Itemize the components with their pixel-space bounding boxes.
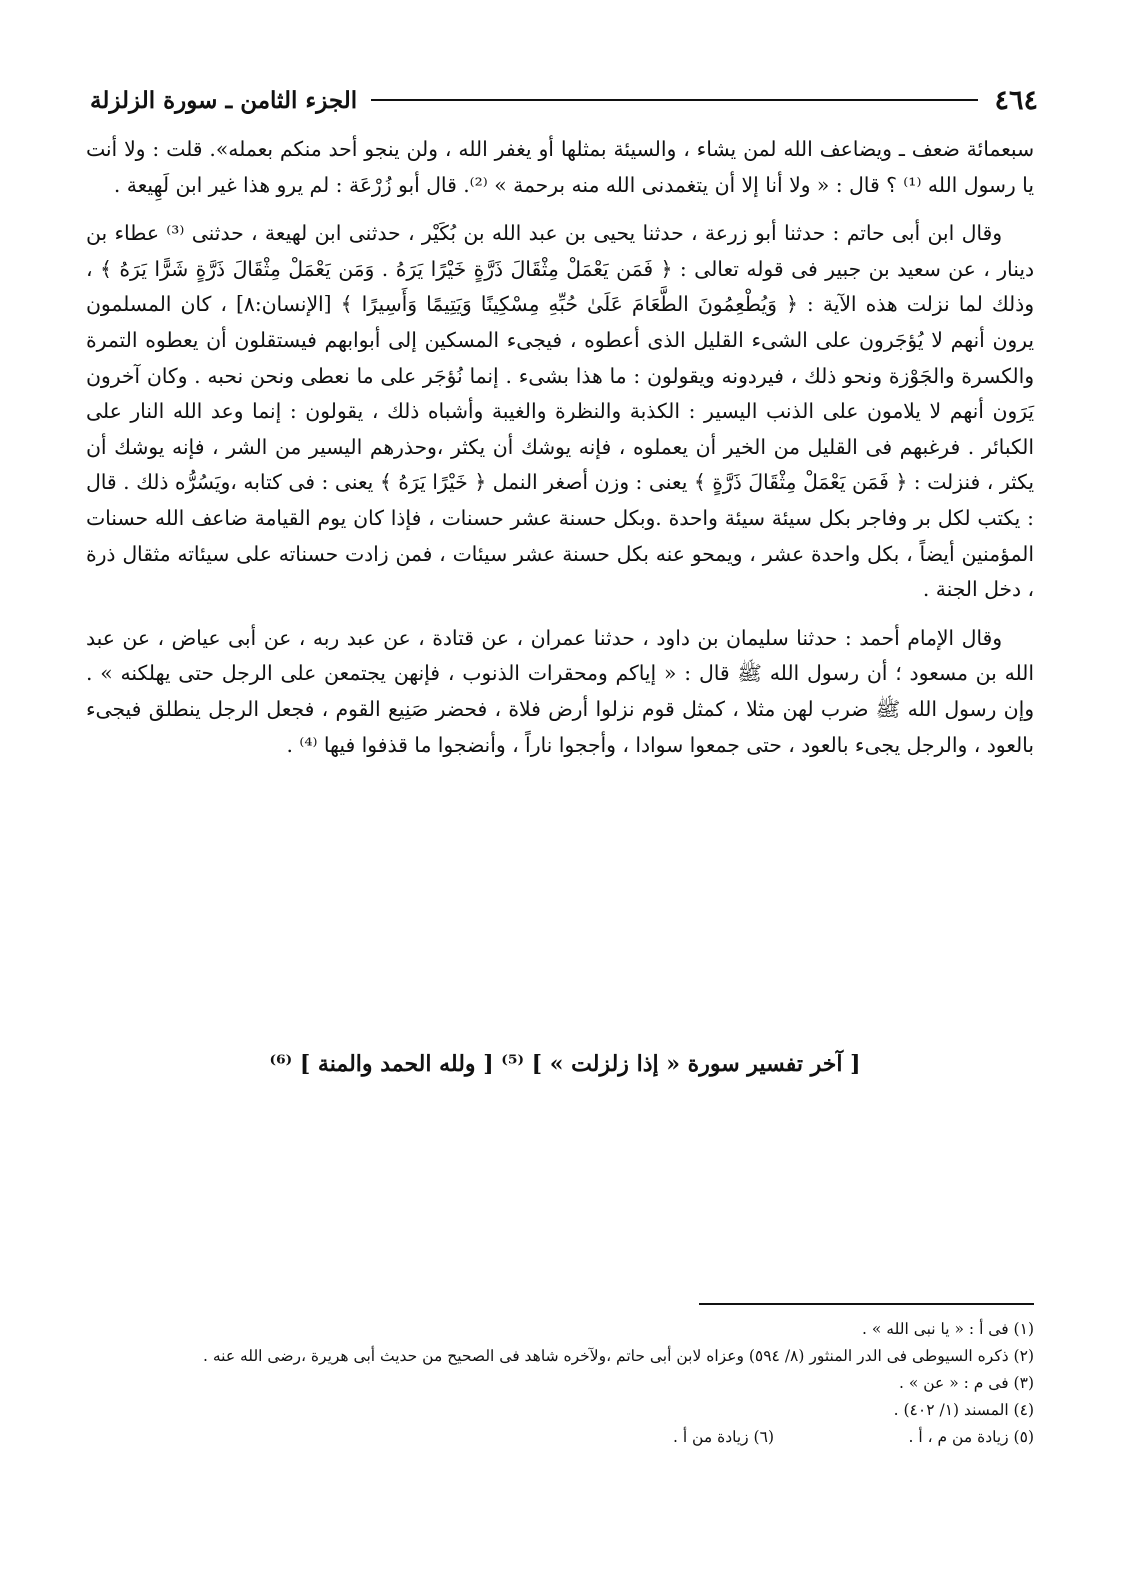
main-text: [86, 132, 1034, 763]
closing-statement: [ آخر تفسير سورة « إذا زلزلت » ] ⁽⁵⁾ [ ولله الحمد والمنة ] ⁽⁶⁾: [269, 1051, 861, 1077]
footnote: (٥) زيادة من م ، أ .: [908, 1428, 1034, 1446]
footnote: (١) فى أ : « يا نبى الله » .: [862, 1320, 1034, 1338]
footnote-rule: [699, 1303, 1034, 1305]
footnote: (٤) المسند (١/ ٤٠٢) .: [893, 1401, 1034, 1419]
paragraph: وقال الإمام أحمد : حدثنا سليمان بن داود ، حدثنا عمران ، عن قتادة ، عن عبد ربه ، عن أبى عياض ، عن عبد الله بن مسعود ؛ أن رسول الله ﷺ قال : « إياكم ومحقرات الذنوب ، فإنهن يجتمعن على الرجل حتى يهلكنه » . وإن رسول الله ﷺ ضرب لهن مثلا ، كمثل قوم نزلوا أرض فلاة ، فحضر صَنِيع القوم ، فجعل الرجل ينطلق فيجىء بالعود ، والرجل يجىء بالعود ، حتى جمعوا سوادا ، وأججوا ناراً ، وأنضجوا ما قذفوا فيها ⁽⁴⁾ .: [86, 625, 1034, 757]
footnote: (٦) زيادة من أ .: [672, 1428, 774, 1446]
header-rule: [371, 99, 978, 101]
page-number: ٤٦٤: [994, 84, 1038, 116]
footnote: (٢) ذكره السيوطى فى الدر المنثور (٨/ ٥٩٤) وعزاه لابن أبى حاتم ،ولآخره شاهد فى الصحيح من حديث أبى هريرة ،رضى الله عنه .: [202, 1347, 1034, 1365]
footnotes: [86, 1316, 1034, 1451]
footnote: (٣) فى م : « عن » .: [898, 1374, 1034, 1392]
paragraph: سبعمائة ضعف ـ ويضاعف الله لمن يشاء ، والسيئة بمثلها أو يغفر الله ، ولن ينجو أحد منكم بعمله». قلت : ولا أنت يا رسول الله ⁽¹⁾ ؟ قال : « ولا أنا إلا أن يتغمدنى الله منه برحمة » ⁽²⁾. قال أبو زُرْعَة : لم يرو هذا غير ابن لَهِيعة .: [86, 137, 1034, 197]
paragraph: وقال ابن أبى حاتم : حدثنا أبو زرعة ، حدثنا يحيى بن عبد الله بن بُكَيْر ، حدثنى ابن لهيعة ، حدثنى ⁽³⁾ عطاء بن دينار ، عن سعيد بن جبير فى قوله تعالى : ﴿ فَمَن يَعْمَلْ مِثْقَالَ ذَرَّةٍ خَيْرًا يَرَهُ . وَمَن يَعْمَلْ مِثْقَالَ ذَرَّةٍ شَرًّا يَرَهُ ﴾ ، وذلك لما نزلت هذه الآية : ﴿ وَيُطْعِمُونَ الطَّعَامَ عَلَىٰ حُبِّهِ مِسْكِينًا وَيَتِيمًا وَأَسِيرًا ﴾ [الإنسان:٨] ، كان المسلمون يرون أنهم لا يُؤجَرون على الشىء القليل الذى أعطوه ، فيجىء المسكين إلى أبوابهم فيستقلون أن يعطوه التمرة والكسرة والجَوْزة ونحو ذلك ، فيردونه ويقولون : ما هذا بشىء . إنما نُؤجَر على ما نعطى ونحن نحبه . وكان آخرون يَرَون أنهم لا يلامون على الذنب اليسير : الكذبة والنظرة والغيبة وأشباه ذلك ، يقولون : إنما وعد الله النار على الكبائر . فرغبهم فى القليل من الخير أن يعملوه ، فإنه يوشك أن يكثر ،وحذرهم اليسير من الشر ، فإنه يوشك أن يكثر ، فنزلت : ﴿ فَمَن يَعْمَلْ مِثْقَالَ ذَرَّةٍ ﴾ يعنى : وزن أصغر النمل ﴿ خَيْرًا يَرَهُ ﴾ يعنى : فى كتابه ،ويَسُرُّه ذلك . قال : يكتب لكل بر وفاجر بكل سيئة سيئة واحدة .وبكل حسنة عشر حسنات ، فإذا كان يوم القيامة ضاعف الله حسنات المؤمنين أيضاً ، بكل واحدة عشر ، ويمحو عنه بكل حسنة عشر سيئات ، فمن زادت حسناته على سيئاته مثقال ذرة ، دخل الجنة .: [86, 221, 1034, 602]
header-title: الجزء الثامن ـ سورة الزلزلة: [90, 86, 358, 114]
running-header: [90, 80, 1038, 120]
footnote-row: [86, 1424, 1034, 1451]
